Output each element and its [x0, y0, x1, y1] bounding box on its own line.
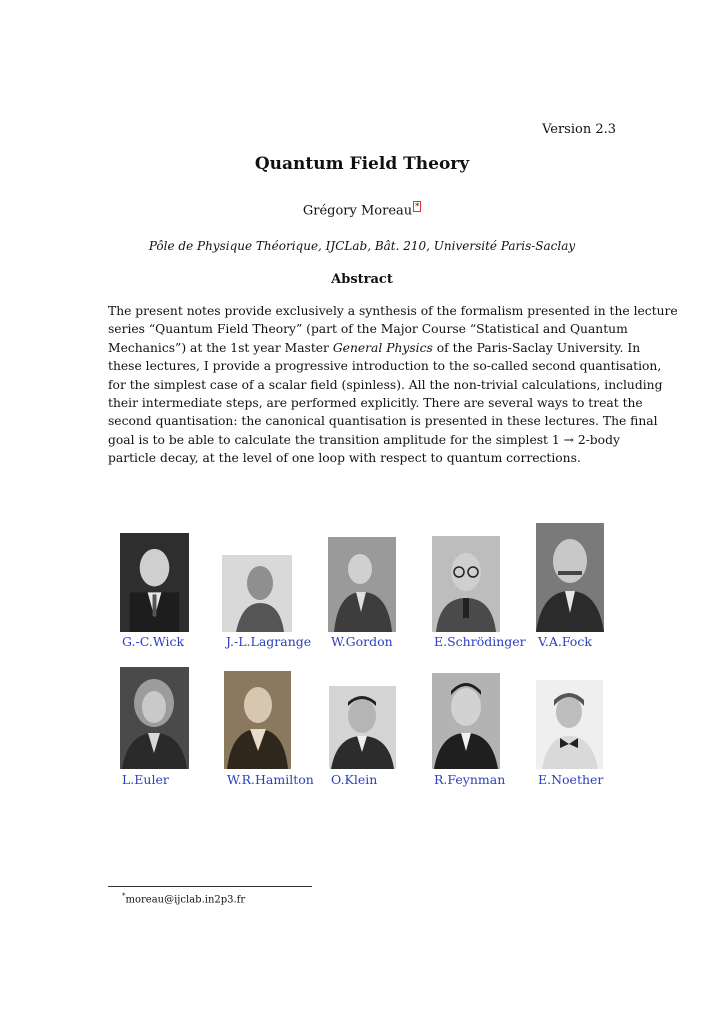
caption-klein: O.Klein	[331, 772, 378, 787]
portrait-fock	[536, 523, 604, 632]
abstract-line: particle decay, at the level of one loop with respect to quantum corrections.	[108, 451, 581, 466]
abstract-line: for the simplest case of a scalar field (spinless). All the non-trivial calculations, including	[108, 377, 663, 392]
portrait-lagrange	[222, 555, 292, 632]
abstract-line: The present notes provide exclusively a synthesis of the formalism presented in the lecture	[108, 304, 678, 318]
portrait-feynman	[432, 673, 500, 769]
footnote-marker: *	[122, 892, 126, 900]
abstract-italic: General Physics	[332, 340, 433, 355]
portrait-gordon	[328, 537, 396, 632]
paper-title: Quantum Field Theory	[254, 154, 470, 174]
abstract-line-end: of the Paris-Saclay University. In	[432, 340, 641, 355]
portrait-hamilton	[224, 671, 291, 769]
caption-feynman: R.Feynman	[434, 772, 506, 787]
portrait-schrodinger	[432, 536, 500, 632]
abstract-line: these lectures, I provide a progressive introduction to the so-called second quantisation,	[108, 359, 662, 374]
caption-fock: V.A.Fock	[538, 634, 592, 649]
abstract-line	[108, 339, 641, 357]
abstract-line-start: Mechanics”) at the 1st year Master	[108, 340, 333, 355]
footnote-email[interactable]: moreau@ijclab.in2p3.fr	[125, 894, 246, 906]
author-line	[0, 201, 724, 218]
abstract-body	[108, 302, 678, 468]
footnote-link[interactable]: *	[415, 202, 420, 211]
caption-hamilton: W.R.Hamilton	[227, 772, 314, 787]
portrait-euler	[120, 667, 189, 769]
portrait-klein	[329, 686, 396, 769]
abstract-line: second quantisation: the canonical quantisation is presented in these lectures. The final	[108, 414, 658, 429]
footnote	[122, 892, 245, 905]
caption-wick: G.-C.Wick	[122, 634, 185, 649]
abstract-line: goal is to be able to calculate the transition amplitude for the simplest 1 → 2-body	[108, 432, 620, 447]
caption-euler: L.Euler	[122, 772, 169, 787]
caption-noether: E.Noether	[538, 772, 604, 787]
footnote-rule	[108, 886, 312, 887]
author-name: Grégory Moreau	[302, 203, 413, 219]
caption-lagrange: J.-L.Lagrange	[226, 634, 312, 649]
abstract-line: series “Quantum Field Theory” (part of the Major Course “Statistical and Quantum	[108, 322, 628, 337]
caption-gordon: W.Gordon	[331, 634, 393, 649]
portrait-wick	[120, 533, 189, 632]
abstract-heading: Abstract	[331, 272, 393, 287]
caption-schrodinger: E.Schrödinger	[434, 634, 526, 649]
affiliation: Pôle de Physique Théorique, IJCLab, Bât. 210, Université Paris-Saclay	[148, 239, 576, 253]
portrait-noether	[536, 680, 603, 769]
version-label: Version 2.3	[542, 122, 616, 137]
abstract-line: their intermediate steps, are performed explicitly. There are several ways to treat the	[108, 396, 643, 411]
